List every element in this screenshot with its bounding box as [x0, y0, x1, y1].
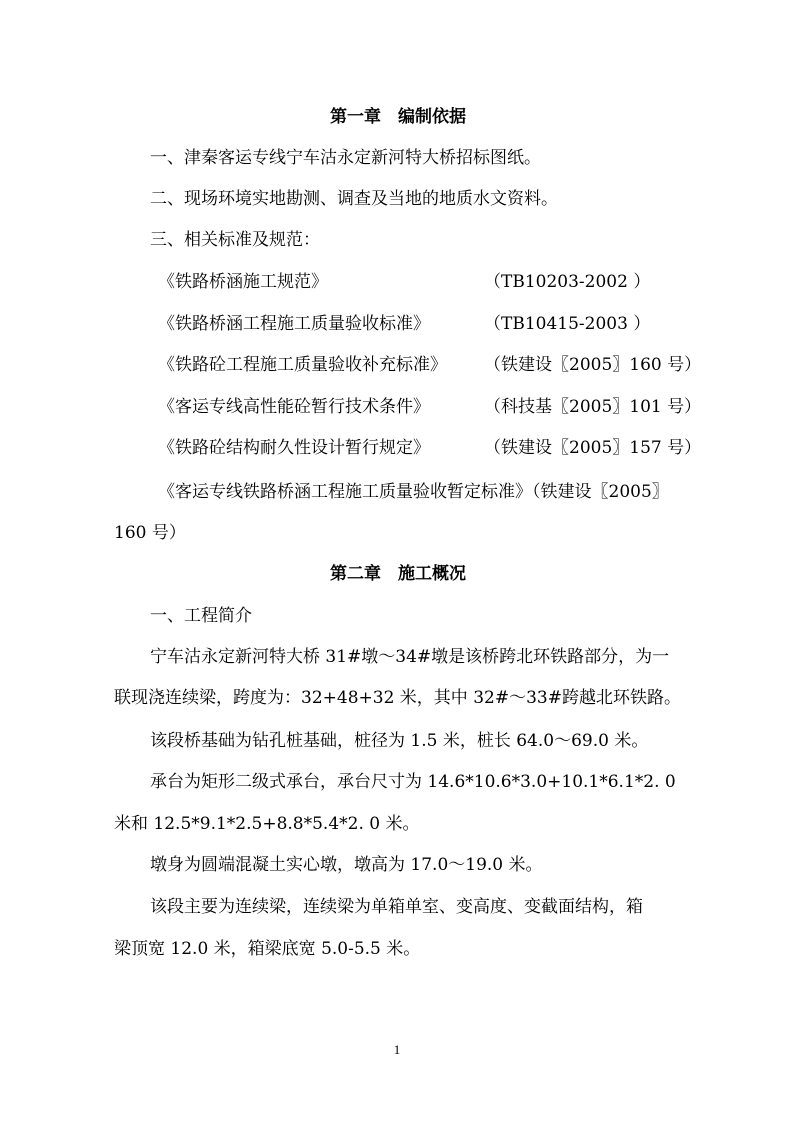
paragraph-line: 墩身为圆端混凝土实心墩，墩高为 17.0～19.0 米。: [150, 855, 543, 875]
standard-code: （铁建设〖2005〗160 号）: [484, 355, 702, 375]
paragraph-line: 梁顶宽 12.0 米，箱梁底宽 5.0-5.5 米。: [114, 939, 421, 959]
standard-name: 《铁路砼结构耐久性设计暂行规定》: [158, 438, 430, 458]
standard-code: （铁建设〖2005〗157 号）: [484, 438, 702, 458]
basis-item-2: 二、现场环境实地勘测、调查及当地的地质水文资料。: [150, 189, 558, 209]
chapter2-title: 第二章 施工概况: [330, 564, 466, 584]
paragraph-line: 宁车沽永定新河特大桥 31#墩～34#墩是该桥跨北环铁路部分，为一: [150, 647, 670, 667]
standard-code: （TB10203-2002 ）: [484, 272, 651, 292]
paragraph-line: 联现浇连续梁，跨度为：32+48+32 米，其中 32#～33#跨越北环铁路。: [114, 688, 681, 708]
chapter1-title: 第一章 编制依据: [330, 107, 466, 127]
standard-name: 《铁路砼工程施工质量验收补充标准》: [158, 355, 447, 375]
page-number: 1: [393, 1042, 401, 1057]
standard-name: 《铁路桥涵施工规范》: [158, 272, 328, 292]
standard-code: （科技基〖2005〗101 号）: [484, 397, 702, 417]
basis-item-3: 三、相关标准及规范：: [150, 230, 320, 250]
paragraph-line: 米和 12.5*9.1*2.5+8.8*5.4*2. 0 米。: [114, 814, 420, 834]
standard-name: 《客运专线高性能砼暂行技术条件》: [158, 397, 430, 417]
long-standard-line-1: 《客运专线铁路桥涵工程施工质量验收暂定标准》（铁建设〖2005〗: [158, 482, 669, 502]
standard-code: （TB10415-2003 ）: [484, 314, 651, 334]
section-heading: 一、工程简介: [150, 606, 252, 626]
paragraph-line: 承台为矩形二级式承台，承台尺寸为 14.6*10.6*3.0+10.1*6.1*2. 0: [150, 772, 676, 792]
paragraph-line: 该段桥基础为钻孔桩基础，桩径为 1.5 米，桩长 64.0～69.0 米。: [150, 731, 649, 751]
basis-item-1: 一、津秦客运专线宁车沽永定新河特大桥招标图纸。: [150, 148, 541, 168]
paragraph-line: 该段主要为连续梁，连续梁为单箱单室、变高度、变截面结构，箱: [150, 897, 643, 917]
standard-name: 《铁路桥涵工程施工质量验收标准》: [158, 314, 430, 334]
long-standard-line-2: 160 号）: [114, 523, 186, 543]
